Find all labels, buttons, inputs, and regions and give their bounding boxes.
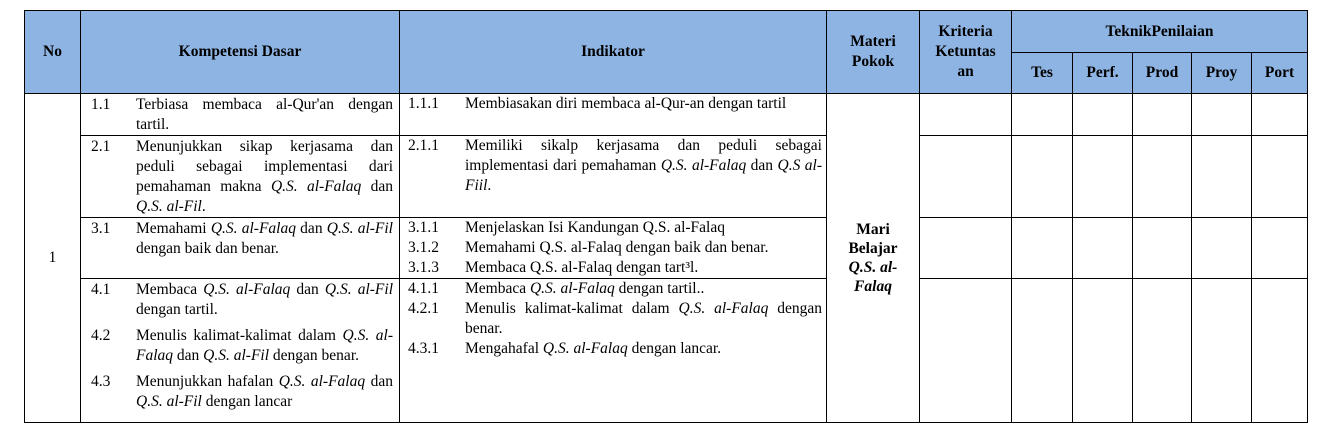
prod-cell — [1133, 279, 1192, 423]
port-cell — [1252, 279, 1308, 423]
kd-item-number: 4.3 — [91, 373, 111, 390]
indikator-item-text-part: Q.S al-Fiil — [465, 157, 822, 194]
kd-item-text-part: dengan lancar — [201, 393, 293, 410]
kd-item-text-part: Q.S. al-Falaq — [136, 327, 393, 364]
perf-cell — [1073, 94, 1133, 136]
kriteria-cell — [920, 136, 1012, 218]
kd-item — [81, 137, 399, 217]
kd-item — [81, 372, 399, 412]
indikator-item-number: 3.1.1 — [408, 219, 439, 236]
indikator-item-text-part: dengan tartil.. — [614, 280, 705, 297]
indikator-item-text-part: Mengahafal — [465, 340, 543, 357]
header-tes: Tes — [1012, 53, 1073, 94]
kd-item-text-part: Q.S. al-Falaq — [278, 373, 366, 390]
proy-cell — [1192, 136, 1252, 218]
indikator-item-number: 2.1.1 — [408, 137, 439, 154]
indikator-cell — [400, 218, 827, 279]
indikator-item-text — [465, 238, 822, 258]
materi-pokok — [827, 94, 920, 423]
header-kompetensi-dasar: Kompetensi Dasar — [81, 11, 400, 94]
kd-item-text-part: Terbiasa membaca al-Qur'an dengan tartil. — [136, 96, 393, 133]
prod-cell — [1133, 94, 1192, 136]
header-materi-line: Materi — [850, 33, 896, 50]
kd-item-text-part: dan — [295, 220, 327, 237]
indikator-item-number: 4.1.1 — [408, 280, 439, 297]
kd-cell — [81, 136, 400, 218]
indikator-item-text-part: Q.S. al-Falaq — [660, 157, 747, 174]
prod-cell — [1133, 136, 1192, 218]
kd-item-text-part: Q.S. al-Falaq — [203, 281, 291, 298]
header-teknik-penilaian: TeknikPenilaian — [1012, 11, 1308, 53]
kriteria-cell — [920, 279, 1012, 423]
kd-item-text-part: Q.S. al-Fil — [136, 393, 202, 410]
header-kriteria-line: Ketuntas — [935, 43, 996, 60]
indikator-item-number: 1.1.1 — [408, 95, 439, 112]
header-indikator: Indikator — [400, 11, 827, 94]
indikator-item-number: 3.1.2 — [408, 239, 439, 256]
kd-item — [81, 326, 399, 366]
tes-cell — [1012, 218, 1073, 279]
kd-item-text-part: dan — [290, 281, 325, 298]
indikator-item — [400, 218, 826, 238]
kd-item-text-part: Q.S. al-Fil — [203, 347, 270, 364]
header-materi-line: Pokok — [851, 53, 895, 70]
header-kriteria-line: Kriteria — [938, 23, 993, 40]
kd-item-number: 4.2 — [91, 327, 111, 344]
indikator-item-text — [465, 258, 822, 278]
indikator-item-number: 4.3.1 — [408, 340, 439, 357]
indikator-item-text-part: dan — [746, 157, 778, 174]
kd-cell — [81, 218, 400, 279]
indikator-item-text-part: Q.S. al-Falaq — [678, 300, 769, 317]
materi-line: Mari — [856, 221, 890, 238]
perf-cell — [1073, 279, 1133, 423]
kd-item-number: 3.1 — [91, 220, 111, 237]
indikator-item-number: 3.1.3 — [408, 259, 439, 276]
kd-item-text-part: dan — [365, 373, 393, 390]
kd-item-text-part: Menunjukkan hafalan — [136, 373, 279, 390]
tes-cell — [1012, 94, 1073, 136]
kd-item-text-part: dengan tartil. — [136, 301, 218, 318]
kd-item-number: 1.1 — [91, 96, 111, 113]
kriteria-cell — [920, 94, 1012, 136]
kd-item-text-part: Menunjukkan sikap kerjasama dan peduli sebagai implementasi dari pemahaman makna — [136, 138, 393, 195]
port-cell — [1252, 218, 1308, 279]
header-proy: Proy — [1192, 53, 1252, 94]
kd-item — [81, 280, 399, 320]
indikator-item-text — [465, 218, 822, 238]
kd-item-text-part: Q.S. al-Fil — [326, 220, 393, 237]
kd-item-text-part: dan — [173, 347, 204, 364]
kd-item-text-part: . — [201, 198, 206, 215]
indikator-item-text-part: Membiasakan diri membaca al-Qur-an dengan tartil — [465, 95, 787, 112]
kd-item-text-part: dengan benar. — [269, 347, 359, 364]
tes-cell — [1012, 136, 1073, 218]
kd-item-text — [136, 219, 393, 259]
indikator-item-text — [465, 279, 822, 299]
kd-item-text-part: dan — [361, 178, 393, 195]
kd-item-text-part: dengan baik dan benar. — [136, 240, 279, 257]
kd-item-text-part: Q.S. al-Fil — [136, 198, 202, 215]
indikator-item — [400, 339, 826, 359]
indikator-item — [400, 136, 826, 196]
port-cell — [1252, 136, 1308, 218]
header-materi-pokok — [827, 11, 920, 94]
indikator-item — [400, 279, 826, 299]
proy-cell — [1192, 218, 1252, 279]
kd-item — [81, 95, 399, 135]
indikator-item — [400, 299, 826, 339]
kd-item-text — [136, 137, 393, 217]
indikator-item — [400, 94, 826, 114]
header-port: Port — [1252, 53, 1308, 94]
indikator-cell — [400, 279, 827, 423]
header-kriteria-line: an — [957, 63, 974, 80]
indikator-item-text-part: Membaca Q.S. al-Falaq dengan tart³l. — [465, 259, 699, 276]
perf-cell — [1073, 218, 1133, 279]
header-perf: Perf. — [1073, 53, 1133, 94]
indikator-item — [400, 258, 826, 278]
kd-item-text-part: Q.S. al-Falaq — [270, 178, 362, 195]
kd-item-text — [136, 280, 393, 320]
indikator-item-text — [465, 94, 822, 114]
header-prod: Prod — [1133, 53, 1192, 94]
indikator-item-text-part: Menjelaskan Isi Kandungan Q.S. al-Falaq — [465, 219, 725, 236]
perf-cell — [1073, 136, 1133, 218]
indikator-item-text — [465, 136, 822, 196]
row-number: 1 — [25, 94, 81, 423]
indikator-item-text-part: dengan lancar. — [627, 340, 722, 357]
proy-cell — [1192, 94, 1252, 136]
indikator-item-text-part: Menulis kalimat-kalimat dalam — [465, 300, 679, 317]
indikator-item — [400, 238, 826, 258]
indikator-item-text-part: Q.S. al-Falaq — [529, 280, 615, 297]
kd-item-text-part: Memahami — [136, 220, 211, 237]
indikator-item-text-part: . — [487, 177, 492, 194]
kd-item-number: 4.1 — [91, 281, 111, 298]
kd-item-text — [136, 326, 393, 366]
materi-line: Belajar — [848, 240, 898, 257]
port-cell — [1252, 94, 1308, 136]
proy-cell — [1192, 279, 1252, 423]
rpp-table — [24, 10, 1308, 423]
materi-line: Falaq — [854, 278, 892, 295]
kd-item-text-part: Q.S. al-Fil — [324, 281, 394, 298]
indikator-item-text-part: dengan benar. — [465, 300, 823, 337]
prod-cell — [1133, 218, 1192, 279]
kd-item-text-part: Menulis kalimat-kalimat dalam — [136, 327, 343, 344]
kd-item-number: 2.1 — [91, 138, 111, 155]
kd-item-text — [136, 95, 393, 135]
indikator-item-text-part: Q.S. al-Falaq — [542, 340, 628, 357]
kd-item-text-part: Membaca — [136, 281, 204, 298]
materi-line: Q.S. al- — [848, 259, 898, 276]
indikator-item-text-part: Membaca — [465, 280, 530, 297]
indikator-item-text — [465, 339, 822, 359]
header-kriteria — [920, 11, 1012, 94]
indikator-item-text — [465, 299, 822, 339]
indikator-item-text-part: Memiliki sikalp kerjasama dan peduli sebagai implementasi dari pemahaman — [465, 137, 822, 174]
indikator-item-number: 4.2.1 — [408, 300, 439, 317]
header-no: No — [25, 11, 81, 94]
indikator-item-text-part: Memahami Q.S. al-Falaq dengan baik dan benar. — [465, 239, 769, 256]
kriteria-cell — [920, 218, 1012, 279]
indikator-cell — [400, 94, 827, 136]
kd-item-text — [136, 372, 393, 412]
kd-item-text-part: Q.S. al-Falaq — [210, 220, 296, 237]
kd-cell — [81, 94, 400, 136]
kd-item — [81, 219, 399, 259]
kd-cell — [81, 279, 400, 423]
indikator-cell — [400, 136, 827, 218]
tes-cell — [1012, 279, 1073, 423]
